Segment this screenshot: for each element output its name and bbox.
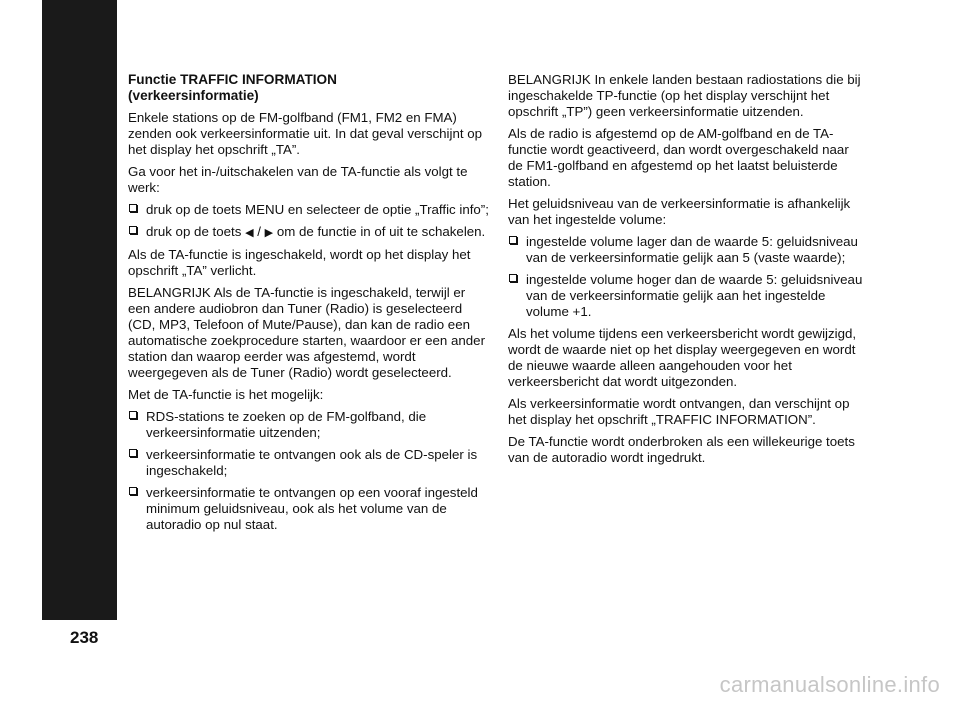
checkbox-bullet-icon	[509, 274, 517, 282]
checkbox-bullet-icon	[509, 236, 517, 244]
volume-list	[508, 234, 863, 320]
list-item-text: verkeersinformatie te ontvangen ook als de CD-speler is ingeschakeld;	[146, 447, 478, 478]
page-number: 238	[70, 628, 99, 647]
section-label: AUTORADIO	[116, 292, 128, 358]
paragraph: BELANGRIJK Als de TA-functie is ingeschakeld, terwijl er een andere audiobron dan Tuner (Radio) is geselecteerd (CD, MP3, Telefoon of Mute/Pause), dan kan de radio een automatische zoekprocedure starten, waardoor er een ander station dan waarop eerder was afgestemd, wordt weergegeven als de Tuner (Radio) wordt geselecteerd.	[128, 285, 486, 380]
list-item-text: ingestelde volume lager dan de waarde 5: geluidsniveau van de verkeersinformatie gelijk aan 5 (vaste waarde);	[526, 234, 858, 265]
watermark: carmanualsonline.info	[719, 672, 940, 697]
list-item-text: RDS-stations te zoeken op de FM-golfband, die verkeersinformatie uitzenden;	[146, 409, 427, 440]
paragraph: Met de TA-functie is het mogelijk:	[128, 387, 324, 402]
list-item	[508, 234, 863, 266]
checkbox-bullet-icon	[129, 204, 137, 212]
paragraph: De TA-functie wordt onderbroken als een willekeurige toets van de autoradio wordt ingedrukt.	[508, 434, 855, 465]
paragraph: Als verkeersinformatie wordt ontvangen, dan verschijnt op het display het opschrift „TRAFFIC INFORMATION”.	[508, 396, 850, 427]
checkbox-bullet-icon	[129, 411, 137, 419]
list-item-text-prefix: druk op de toets	[146, 224, 242, 239]
list-item	[128, 409, 490, 441]
list-item	[128, 447, 490, 479]
heading-line-1: Functie TRAFFIC INFORMATION	[128, 72, 337, 87]
checkbox-bullet-icon	[129, 487, 137, 495]
list-item-text: druk op de toets MENU en selecteer de optie „Traffic info”;	[146, 202, 489, 217]
paragraph: BELANGRIJK In enkele landen bestaan radiostations die bij ingeschakelde TP-functie (op het display verschijnt het opschrift „TP”) geen verkeersinformatie uitzenden.	[508, 72, 861, 119]
list-item-text: verkeersinformatie te ontvangen op een vooraf ingesteld minimum geluidsniveau, ook als het volume van de autoradio op nul staat.	[146, 485, 478, 532]
paragraph: Als de radio is afgestemd op de AM-golfband en de TA-functie wordt geactiveerd, dan wordt overgeschakeld naar de FM1-golfband en afgestemd op het laatst beluisterde station.	[508, 126, 849, 189]
checkbox-bullet-icon	[129, 226, 137, 234]
paragraph: Het geluidsniveau van de verkeersinformatie is afhankelijk van het ingestelde volume:	[508, 196, 851, 227]
list-item-text: ingestelde volume hoger dan de waarde 5: geluidsniveau van de verkeersinformatie gelijk aan het ingestelde volume +1.	[526, 272, 863, 319]
list-item	[128, 202, 490, 218]
list-item	[128, 224, 490, 241]
heading-line-2: (verkeersinformatie)	[128, 88, 259, 103]
left-column	[128, 72, 490, 539]
left-arrow-icon: ◀	[245, 227, 254, 239]
instruction-list	[128, 202, 490, 241]
list-item-text-suffix: om de functie in of uit te schakelen.	[276, 224, 486, 239]
checkbox-bullet-icon	[129, 449, 137, 457]
paragraph: Ga voor het in-/uitschakelen van de TA-functie als volgt te werk:	[128, 164, 468, 195]
section-side-tab	[42, 0, 128, 620]
right-arrow-icon: ▶	[264, 227, 274, 239]
list-item	[508, 272, 863, 320]
section-heading	[128, 72, 490, 104]
list-item	[128, 485, 490, 533]
paragraph: Als het volume tijdens een verkeersbericht wordt gewijzigd, wordt de waarde niet op het display weergegeven en wordt de nieuwe waarde alleen aangehouden voor het verkeersbericht dat wordt uitgezonden.	[508, 326, 857, 389]
paragraph: Als de TA-functie is ingeschakeld, wordt op het display het opschrift „TA” verlicht.	[128, 247, 471, 278]
feature-list	[128, 409, 490, 533]
arrow-separator: /	[257, 224, 261, 239]
right-column	[508, 72, 863, 472]
paragraph: Enkele stations op de FM-golfband (FM1, FM2 en FMA) zenden ook verkeersinformatie uit. In dat geval verschijnt op het display het opschrift „TA”.	[128, 110, 483, 157]
